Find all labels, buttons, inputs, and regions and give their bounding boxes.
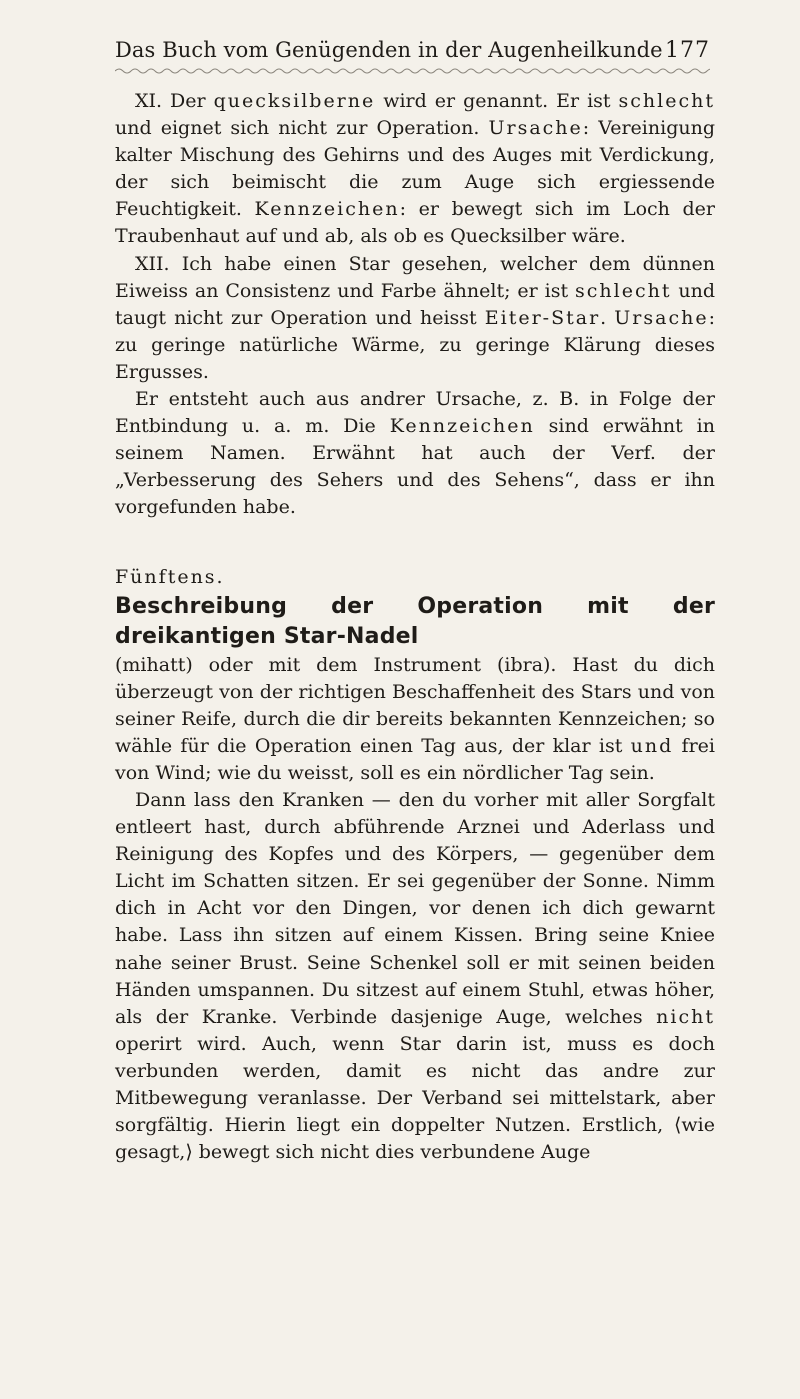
text-run: und taugt nicht zur Operation und heisst bbox=[115, 279, 716, 329]
paragraph bbox=[115, 251, 715, 386]
text-run: : Vereinigung kalter Mischung des Gehirns und des Auges mit Verdickung, der sich beimischt die zum Auge sich ergiessende Feuchtigkeit. bbox=[115, 117, 715, 221]
spaced-emphasis: nicht bbox=[656, 1005, 715, 1028]
text-run: Er entsteht auch aus andrer Ursache, z. B. in Folge der Entbindung u. a. m. Die bbox=[115, 388, 715, 438]
spaced-emphasis: schlecht bbox=[618, 90, 715, 112]
body-text bbox=[115, 88, 715, 1166]
spaced-emphasis: Ursache bbox=[488, 117, 583, 140]
text-run: : zu geringe natürliche Wärme, zu geringe Klärung dieses Ergusses. bbox=[115, 306, 715, 383]
spaced-emphasis: Ursache bbox=[614, 306, 709, 329]
running-title: Das Buch vom Genügenden in der Augenheilkunde bbox=[115, 38, 663, 62]
text-run: operirt wird. Auch, wenn Star darin ist, muss es doch verbunden werden, damit es nicht das andre zur Mitbewegung veranlasse. Der Verband sei mittelstark, aber sorgfältig. Hierin liegt ein doppelter Nutzen. Erstlich, ⟨wie gesagt,⟩ bewegt sich nicht dies verbundene Auge bbox=[115, 1032, 715, 1164]
paragraph bbox=[115, 787, 715, 1166]
text-run: XI. Der bbox=[135, 90, 214, 112]
section-spacer bbox=[115, 522, 715, 562]
text-run: : er bewegt sich im Loch der Traubenhaut auf und ab, als ob es Quecksilber wäre. bbox=[115, 198, 715, 248]
section-heading: Beschreibung der Operation mit der dreikantigen Star-Nadel bbox=[115, 593, 715, 649]
spaced-emphasis: schlecht bbox=[575, 279, 672, 302]
text-run: Dann lass den Kranken — den du vorher mit aller Sorgfalt entleert hast, durch abführende Arznei und Aderlass und Reinigung des Kopfes und des Körpers, — gegenüber dem Licht im Schatten sitzen. Er sei gegenüber der Sonne. Nimm dich in Acht vor den Dingen, vor denen ich dich gewarnt habe. Lass ihn sitzen auf einem Kissen. Bring seine Kniee nahe seiner Brust. Seine Schenkel soll er mit seinen beiden Händen umspannen. Du sitzest auf einem Stuhl, etwas höher, als der Kranke. Verbinde dasjenige Auge, welches bbox=[115, 788, 715, 1028]
paragraph bbox=[115, 386, 715, 521]
section-ordinal: Fünftens. bbox=[115, 565, 225, 588]
text-run: wird er genannt. Er ist bbox=[375, 90, 619, 112]
text-run: . bbox=[600, 306, 615, 329]
spaced-emphasis: quecksilberne bbox=[213, 90, 376, 112]
text-run: sind erwähnt in seinem Namen. Erwähnt hat auch der Verf. der „Verbesserung des Sehers und des Sehens“, dass er ihn vorgefunden habe. bbox=[115, 415, 715, 519]
text-run: (mihatt) oder mit dem Instrument (ibra). Hast du dich überzeugt von der richtigen Beschaffenheit des Stars und von seiner Reife, durch die dir bereits bekannten Kennzeichen; so wähle für die Operation einen Tag aus, der klar ist bbox=[115, 653, 715, 757]
spaced-emphasis: und bbox=[630, 734, 674, 757]
spaced-emphasis: Kennzeichen bbox=[254, 198, 400, 221]
spaced-emphasis: Eiter-Star bbox=[484, 306, 601, 329]
text-run: XII. Ich habe einen Star gesehen, welcher dem dünnen Eiweiss an Consistenz und Farbe ähnelt; er ist bbox=[115, 252, 715, 302]
text-run: frei von Wind; wie du weisst, soll es ein nördlicher Tag sein. bbox=[115, 734, 715, 784]
paragraph bbox=[115, 652, 715, 787]
spaced-emphasis: Kennzeichen bbox=[389, 415, 535, 438]
text-run: und eignet sich nicht zur Operation. bbox=[115, 117, 489, 140]
page-number: 177 bbox=[665, 38, 710, 63]
section-paragraph-group bbox=[115, 652, 715, 1167]
ornamental-rule bbox=[115, 66, 710, 76]
paragraph-group bbox=[115, 88, 715, 522]
paragraph bbox=[115, 88, 715, 251]
